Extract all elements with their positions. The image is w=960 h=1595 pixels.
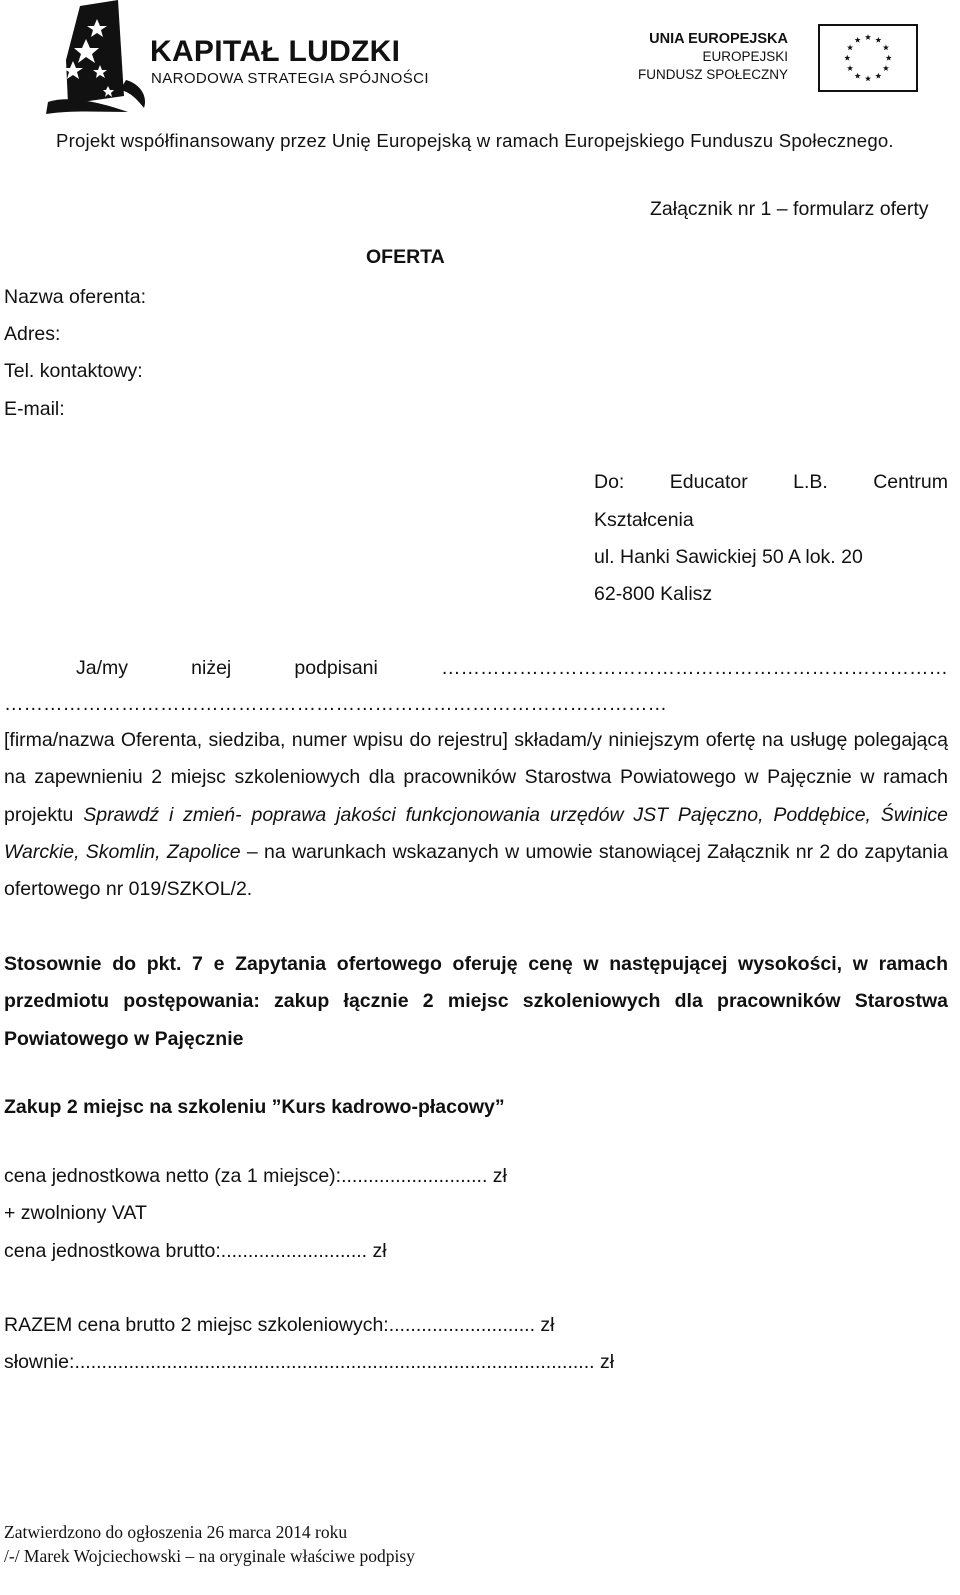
bidder-name-field: Nazwa oferenta: <box>4 286 146 308</box>
approval-note: Zatwierdzono do ogłoszenia 26 marca 2014 roku <box>4 1522 348 1542</box>
recipient-name: Centrum <box>873 471 948 493</box>
eu-star-icon <box>886 55 892 61</box>
recipient-line <box>594 470 948 494</box>
offer-paragraph <box>4 722 948 908</box>
recipient-name-cont: Kształcenia <box>594 509 694 531</box>
eu-star-icon <box>865 76 871 82</box>
eu-star-icon <box>847 44 853 50</box>
eu-star-icon <box>865 34 871 40</box>
recipient-street: ul. Hanki Sawickiej 50 A lok. 20 <box>594 546 863 568</box>
recipient-city: 62-800 Kalisz <box>594 583 713 605</box>
price-paragraph: Stosownie do pkt. 7 e Zapytania ofertowego oferuję cenę w następującej wysokości, w ramach przedmiotu postępowania: zakup łącznie 2 miejsc szkoleniowych dla pracowników Starostwa Powiatowego w Pajęcznie <box>4 953 948 1050</box>
eu-star-icon <box>844 55 850 61</box>
ue-title: UNIA EUROPEJSKA <box>649 31 788 47</box>
annex-label: Załącznik nr 1 – formularz oferty <box>650 198 929 220</box>
signatory-dots: …………………………………………………………………… <box>440 657 948 679</box>
cofinancing-note: Projekt współfinansowany przez Unię Europejską w ramach Europejskiego Funduszu Społecznego. <box>56 130 894 151</box>
signatory-label: niżej <box>191 657 232 679</box>
eu-star-icon <box>883 44 889 50</box>
eu-star-icon <box>883 65 889 71</box>
purchase-heading: Zakup 2 miejsc na szkoleniu ”Kurs kadrowo-płacowy” <box>4 1096 505 1118</box>
signature-note: /-/ Marek Wojciechowski – na oryginale właściwe podpisy <box>4 1546 415 1566</box>
eu-star-icon <box>875 37 881 43</box>
recipient-name: L.B. <box>793 471 828 493</box>
offer-text: [firma/nazwa Oferenta, siedziba, numer wpisu do rejestru] składam/y niniejszym ofertę na usługę polegającą na zapewnieniu 2 miejsc szkoleniowych dla pracowników Starostwa Powiatowego w Pajęcznie w ramach projektu <box>4 729 948 826</box>
document-title: OFERTA <box>366 246 445 268</box>
ue-fund-line: EUROPEJSKI <box>702 49 788 64</box>
recipient-name: Educator <box>669 471 748 493</box>
signatory-dots-line: ………………………………………………………………………………………… <box>4 693 667 715</box>
eu-star-icon <box>855 73 861 79</box>
recipient-do: Do: <box>594 471 625 493</box>
signatory-line <box>76 656 948 680</box>
email-field: E-mail: <box>4 398 65 420</box>
address-field: Adres: <box>4 323 61 345</box>
vat-line: + zwolniony VAT <box>4 1202 147 1224</box>
signatory-label: podpisani <box>294 657 378 679</box>
eu-star-icon <box>855 37 861 43</box>
amount-in-words-line: słownie:................................................................................................ zł <box>4 1351 615 1373</box>
kapital-ludzki-logo-icon <box>44 0 152 118</box>
eu-flag-icon <box>818 24 918 92</box>
kapital-ludzki-title: KAPITAŁ LUDZKI <box>150 35 401 68</box>
eu-star-icon <box>875 73 881 79</box>
gross-price-line: cena jednostkowa brutto:........................... zł <box>4 1240 387 1262</box>
signatory-label: Ja/my <box>76 657 129 679</box>
eu-star-icon <box>847 65 853 71</box>
total-price-line: RAZEM cena brutto 2 miejsc szkoleniowych:........................... zł <box>4 1314 555 1336</box>
offer-text: – na warunkach wskazanych w umowie stanowiącej Załącznik nr 2 do zapytania ofertowego nr 019/SZKOL/2. <box>4 840 948 901</box>
ue-fund-line: FUNDUSZ SPOŁECZNY <box>637 67 788 82</box>
net-price-line: cena jednostkowa netto (za 1 miejsce):........................... zł <box>4 1165 507 1187</box>
kapital-ludzki-subtitle: NARODOWA STRATEGIA SPÓJNOŚCI <box>151 70 429 87</box>
project-name: Sprawdź i zmień- poprawa jakości funkcjonowania urzędów JST Pajęczno, Poddębice, Świnice Warckie, Skomlin, Zapolice <box>4 803 949 863</box>
phone-field: Tel. kontaktowy: <box>4 360 143 382</box>
